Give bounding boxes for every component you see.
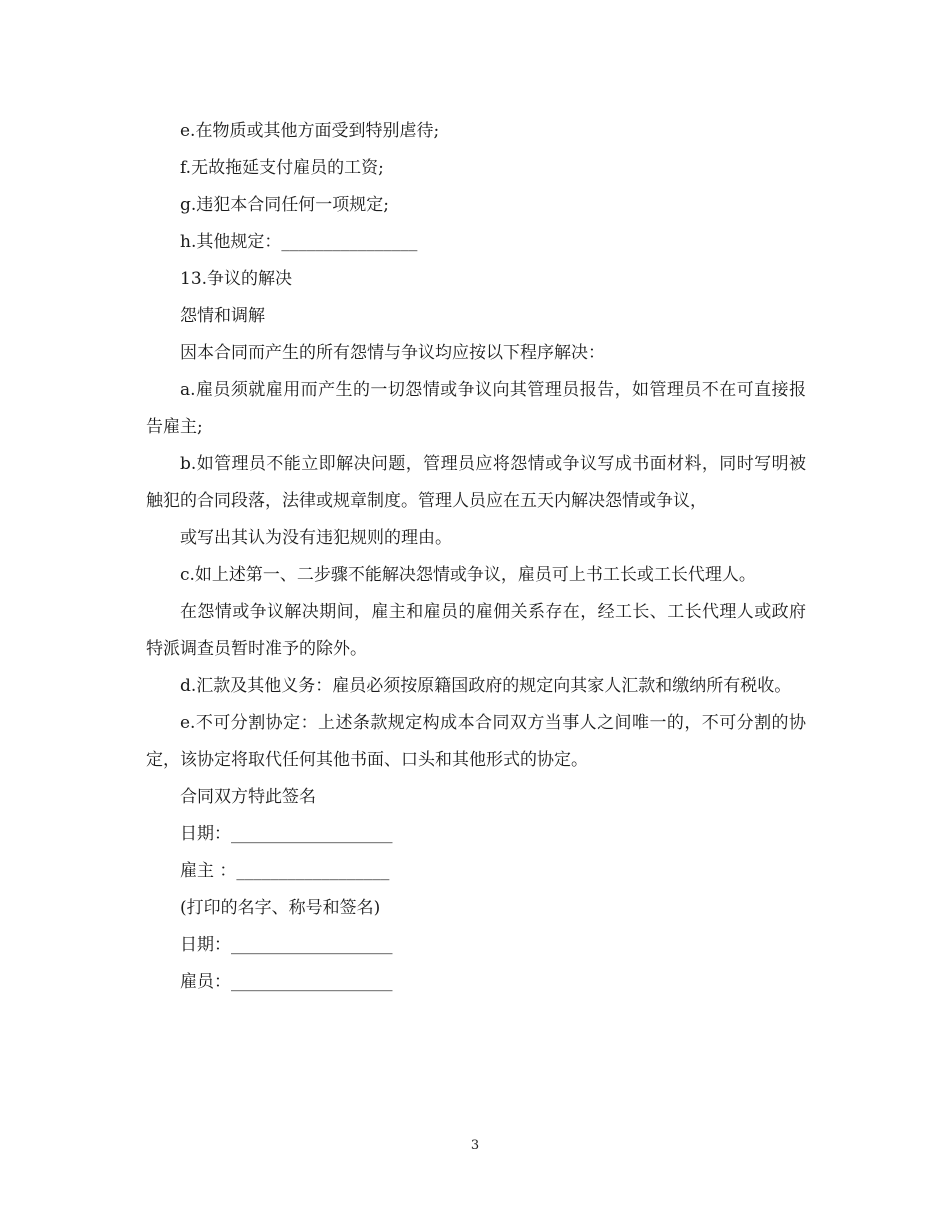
procedure-step-b-continued: 或写出其认为没有违犯规则的理由。 xyxy=(180,528,452,548)
employee-signature-line: 雇员：___________________ xyxy=(180,972,393,992)
page-number: 3 xyxy=(470,1138,480,1153)
procedure-step-a: a.雇员须就雇用而产生的一切怨情或争议向其管理员报告，如管理员不在可直接报告雇主; xyxy=(146,380,806,437)
employment-relationship-note: 在怨情或争议解决期间，雇主和雇员的雇佣关系存在，经工长、工长代理人或政府特派调查员暂时准予的除外。 xyxy=(146,602,806,659)
procedure-step-b: b.如管理员不能立即解决问题，管理员应将怨情或争议写成书面材料，同时写明被触犯的合同段落，法律或规章制度。管理人员应在五天内解决怨情或争议， xyxy=(146,454,806,511)
clause-g-contract-violation: g.违犯本合同任何一项规定; xyxy=(180,195,390,215)
printed-name-title-note: (打印的名字、称号和签名) xyxy=(180,898,381,918)
signature-intro: 合同双方特此签名 xyxy=(180,787,316,807)
section-13-heading: 13.争议的解决 xyxy=(180,269,293,289)
clause-f-wage-delay: f.无故拖延支付雇员的工资; xyxy=(180,158,384,178)
employee-date-line: 日期：___________________ xyxy=(180,935,393,955)
employer-date-line: 日期：___________________ xyxy=(180,824,393,844)
clause-e-mistreatment: e.在物质或其他方面受到特别虐待; xyxy=(180,121,440,141)
procedure-intro: 因本合同而产生的所有怨情与争议均应按以下程序解决： xyxy=(180,343,605,363)
employer-signature-line: 雇主 ：__________________ xyxy=(180,861,390,881)
clause-h-other-provisions: h.其他规定：________________ xyxy=(180,232,418,252)
subheading-grievance-mediation: 怨情和调解 xyxy=(180,306,265,326)
clause-e-entire-agreement: e.不可分割协定：上述条款规定构成本合同双方当事人之间唯一的，不可分割的协定，该协定将取代任何其他书面、口头和其他形式的协定。 xyxy=(146,713,806,770)
body-text xyxy=(146,113,806,1001)
procedure-step-c: c.如上述第一、二步骤不能解决怨情或争议，雇员可上书工长或工长代理人。 xyxy=(180,565,756,585)
clause-d-remittance: d.汇款及其他义务：雇员必须按原籍国政府的规定向其家人汇款和缴纳所有税收。 xyxy=(180,676,792,696)
